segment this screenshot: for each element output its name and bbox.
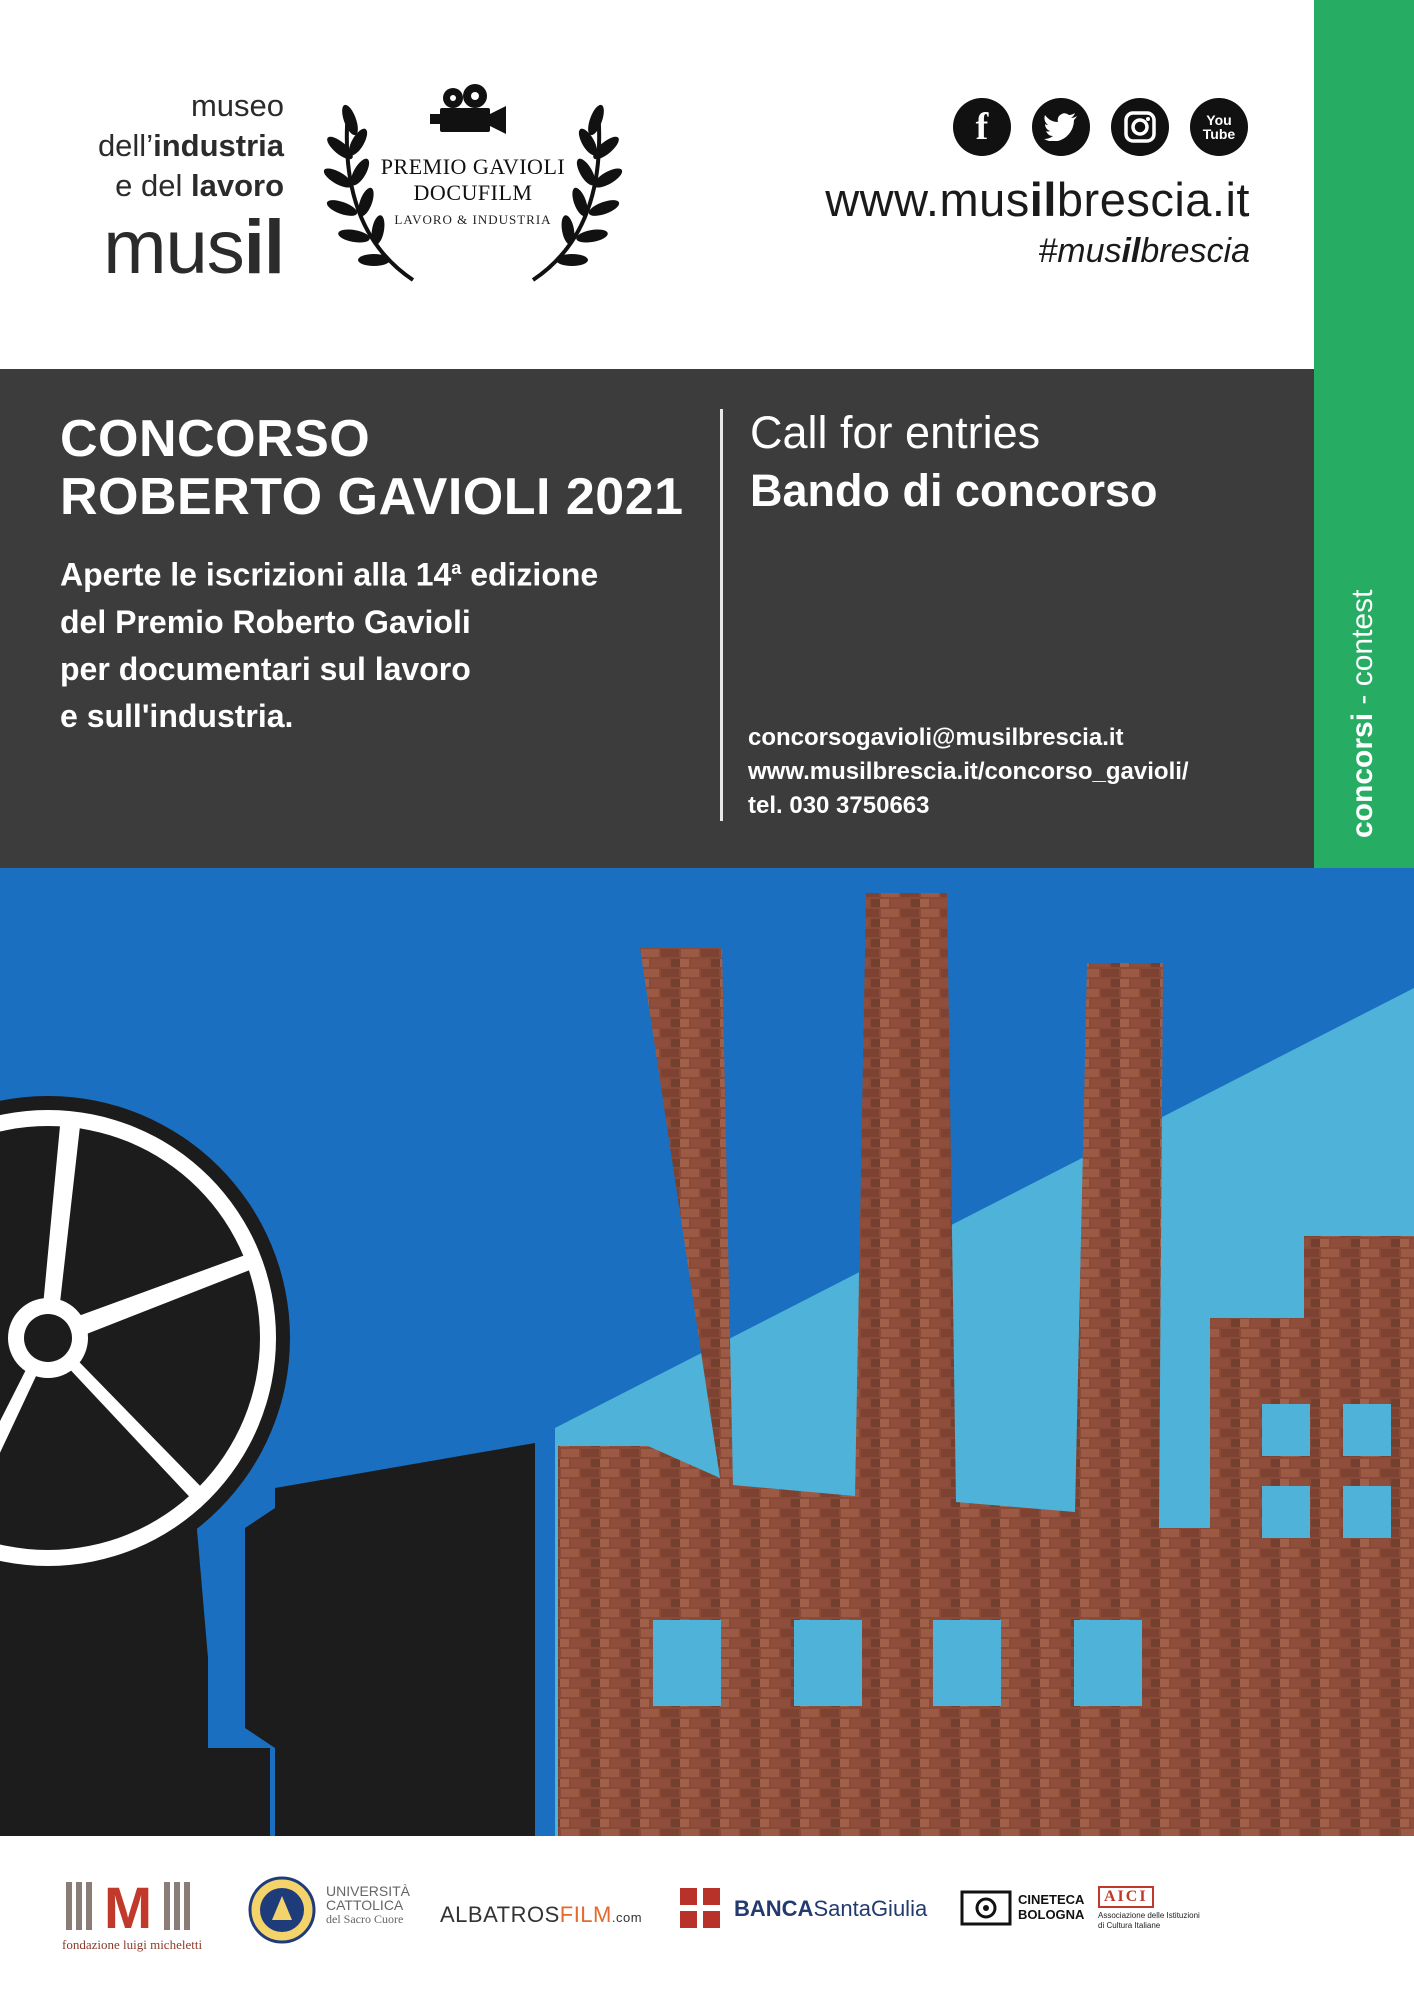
sponsor-aici[interactable]: [1098, 1886, 1200, 1931]
sponsors-bar: [0, 1836, 1414, 2000]
category-label: [1346, 590, 1380, 838]
contact-phone[interactable]: tel. 030 3750663: [748, 792, 930, 819]
logo-line-industria: [40, 126, 284, 166]
movie-camera-icon: [430, 84, 506, 134]
website-url[interactable]: [825, 172, 1250, 227]
banca-rest: SantaGiulia: [813, 1896, 928, 1921]
premio-gavioli-laurel: [318, 80, 628, 295]
hashtag-text-bold: il: [1121, 232, 1141, 270]
logo-wordmark-bold: il: [243, 205, 284, 290]
logo-line-lavoro: [40, 166, 284, 206]
sponsor-micheletti[interactable]: [62, 1880, 242, 1953]
desc-line1: [60, 545, 700, 599]
instagram-icon[interactable]: [1111, 98, 1169, 156]
url-text: brescia.it: [1056, 173, 1250, 226]
award-subtitle: LAVORO & INDUSTRIA: [394, 212, 552, 227]
twitter-bird-icon: [1044, 113, 1078, 141]
logo-line-museo: museo: [190, 88, 284, 123]
micheletti-logo-icon: [62, 1880, 202, 1932]
logo-musil-wordmark: [40, 205, 284, 290]
contest-title-line1: CONCORSO: [60, 410, 371, 468]
desc-sup: a: [451, 558, 462, 578]
instagram-glyph-icon: [1124, 111, 1156, 143]
aici-line2: di Cultura Italiane: [1098, 1921, 1161, 1930]
category-label-bold: concorsi: [1346, 712, 1379, 838]
contest-title-line2: ROBERTO GAVIOLI 2021: [60, 468, 684, 526]
award-title-line2: DOCUFILM: [413, 180, 533, 205]
facebook-icon[interactable]: [953, 98, 1011, 156]
micheletti-mark: M: [103, 1880, 153, 1932]
vertical-divider: [720, 409, 723, 821]
poster-illustration: [0, 868, 1414, 1836]
micheletti-caption: fondazione luigi micheletti: [62, 1937, 203, 1952]
contest-description: [60, 545, 700, 740]
albatros-film: FILM: [559, 1902, 612, 1927]
cineteca-eye-icon: [960, 1890, 1012, 1926]
sponsor-cineteca[interactable]: [960, 1890, 1012, 1931]
cineteca-line1: CINETECA: [1018, 1892, 1085, 1907]
desc-text: edizione: [461, 556, 599, 593]
url-text-bold: il: [1029, 173, 1057, 226]
musil-logo[interactable]: [40, 86, 284, 288]
banca-cross-icon: [680, 1888, 720, 1928]
aici-mark: AICI: [1098, 1886, 1154, 1908]
cattolica-seal-icon: [248, 1876, 316, 1944]
cineteca-name: [1018, 1892, 1084, 1922]
youtube-glyph: You Tube: [1202, 112, 1236, 142]
info-panel: [0, 369, 1314, 868]
category-label-sep: -: [1346, 686, 1379, 713]
albatros-com: .com: [611, 1910, 643, 1925]
cattolica-line2: CATTOLICA: [326, 1897, 404, 1913]
desc-line3: per documentari sul lavoro: [60, 650, 471, 687]
youtube-icon[interactable]: [1190, 98, 1248, 156]
contact-web-link[interactable]: www.musilbrescia.it/concorso_gavioli/: [748, 758, 1189, 785]
albatros-text: ALBATROS: [440, 1902, 560, 1927]
category-label-rest: contest: [1346, 589, 1379, 687]
hashtag: [1038, 232, 1250, 271]
sponsor-cattolica[interactable]: [248, 1876, 316, 1949]
facebook-glyph: f: [975, 106, 989, 148]
banca-name: [734, 1896, 927, 1922]
logo-text-bold: industria: [153, 128, 284, 163]
cattolica-name: [326, 1884, 410, 1926]
cineteca-line2: BOLOGNA: [1018, 1907, 1085, 1922]
sponsor-albatros[interactable]: [440, 1902, 642, 1928]
call-for-entries: Call for entries: [750, 407, 1041, 458]
award-title: [318, 154, 628, 206]
factory-projector-illustration: [0, 868, 1414, 1836]
banca-bold: BANCA: [734, 1896, 814, 1921]
aici-line1: Associazione delle Istituzioni: [1098, 1911, 1200, 1920]
contact-email-link[interactable]: concorsogavioli@musilbrescia.it: [748, 724, 1124, 751]
hashtag-text: brescia: [1140, 232, 1250, 270]
desc-line2: del Premio Roberto Gavioli: [60, 603, 471, 640]
sponsor-banca[interactable]: [680, 1888, 720, 1933]
desc-text: Aperte le iscrizioni alla 14: [60, 556, 452, 593]
cattolica-line3: del Sacro Cuore: [326, 1912, 404, 1926]
desc-line4: e sull'industria.: [60, 697, 294, 734]
award-title-line1: PREMIO GAVIOLI: [380, 154, 566, 179]
bando-di-concorso: Bando di concorso: [750, 465, 1158, 516]
logo-text: e del: [115, 168, 191, 203]
url-text: www.mus: [825, 173, 1030, 226]
logo-wordmark-text: mus: [103, 205, 244, 290]
twitter-icon[interactable]: [1032, 98, 1090, 156]
logo-text-bold: lavoro: [190, 168, 284, 203]
logo-text: dell’: [97, 128, 154, 163]
cattolica-line1: UNIVERSITÀ: [326, 1883, 411, 1899]
hashtag-text: #mus: [1038, 232, 1122, 270]
header: [0, 0, 1314, 369]
